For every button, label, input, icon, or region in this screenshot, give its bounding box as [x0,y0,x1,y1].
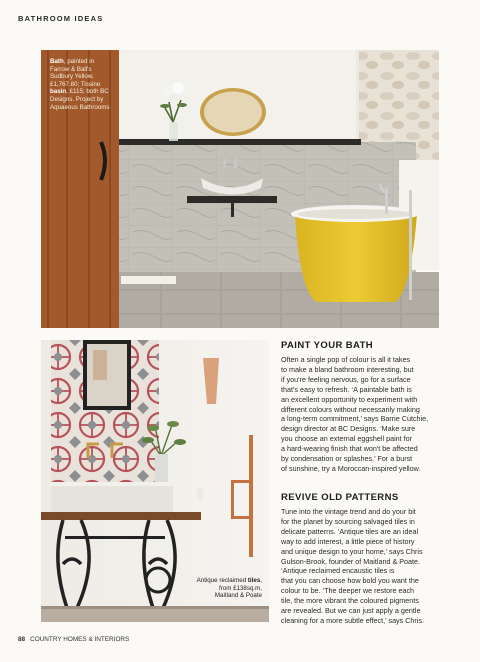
caption-tiles-text-a: Antique reclaimed [196,577,248,584]
text-line: different colours without necessarily making [281,404,420,414]
page-footer [18,636,129,643]
text-line: tile, the more vibrant the coloured pigments [281,596,419,606]
text-line: that's easy to refresh. ‘A paintable bath is [281,384,412,394]
publication-name: COUNTRY HOMES & INTERIORS [30,636,130,643]
text-line: you choose an external eggshell paint for [281,434,413,444]
caption-bath-text: , painted in Farrow & Ball's Sudbury Yellow, £1,767.80; Tissino [50,58,101,88]
text-line: an excellent opportunity to experiment with [281,394,418,404]
text-line: and unique design to your home,’ says Chris [281,546,423,556]
photo2-caption [196,577,262,600]
text-line: design director at BC Designs. ‘Make sure [281,424,416,434]
text-line: a hard-wearing finish that won't be affected [281,444,418,454]
text-line: Often a single pop of colour is all it takes [281,355,411,364]
caption-basin-text: , £115; both BC Designs. Project by Aquaeous Bathrooms [50,88,110,111]
text-line: Gulson-Brook, founder of Maitland & Poate. [281,556,421,566]
body-paint-your-bath [281,355,449,474]
caption-tiles-text-b: , from £138sq.m, Maitland & Poate [214,577,262,600]
text-line: that you can choose how bold you want the [281,576,419,586]
heading-paint-your-bath: PAINT YOUR BATH [281,340,374,351]
photo1-caption [50,58,112,111]
text-line: a long-term commitment,’ says Barrie Cutchie, [281,414,429,424]
text-line: of sunshine, try a Moroccan-inspired yellow. [281,463,421,473]
text-line: Tune into the vintage trend and do your bit [281,507,416,516]
caption-bath-label: Bath [50,58,64,65]
text-line: colour to be. ‘The deeper we restore each [281,586,415,596]
text-line: ‘Antique reclaimed encaustic tiles is [281,566,395,576]
text-line: cleaning for a more subtle effect,’ says Chris. [281,615,425,625]
text-line: way to add interest, a little piece of history [281,536,415,546]
section-tag: BATHROOM IDEAS [18,14,104,23]
text-line: if you're feeling nervous, go for a surface [281,374,411,384]
text-line: delicate patterns. ‘Antique tiles are an ideal [281,526,419,536]
caption-basin-label: basin [50,88,67,96]
text-line: are revealed. But we can just apply a gentle [281,606,421,616]
text-line: to make a bland bathroom interesting, but [281,364,414,374]
page-number: 88 [18,636,26,643]
caption-tiles-label: tiles [247,577,261,584]
body-revive-old-patterns [281,507,449,626]
text-line: for the planet by sourcing salvaged tiles in [281,516,415,526]
text-line: by condensation or splashes.’ For a burst [281,454,413,464]
heading-revive-old-patterns: REVIVE OLD PATTERNS [281,492,399,503]
